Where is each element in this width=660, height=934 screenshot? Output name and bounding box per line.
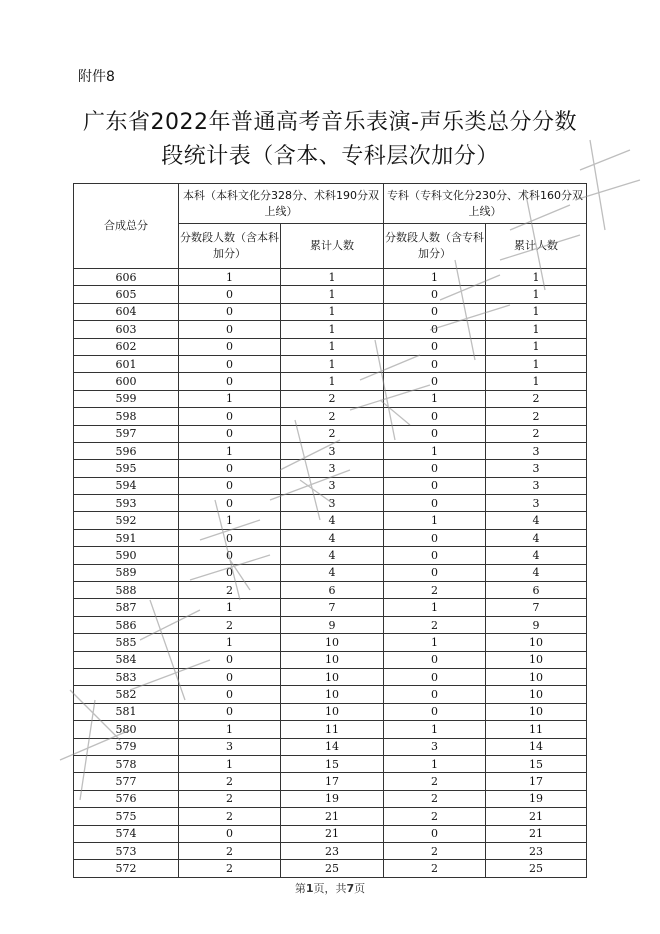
undergrad-segment-cell: 2 [179, 790, 281, 807]
table-row [74, 269, 587, 286]
junior-cumulative-cell: 11 [486, 721, 587, 738]
undergrad-cumulative-cell: 19 [281, 790, 384, 807]
score-column-header: 合成总分 [74, 184, 179, 269]
score-cell: 578 [74, 755, 179, 772]
score-cell: 584 [74, 651, 179, 668]
attachment-label: 附件8 [78, 69, 115, 85]
junior-cumulative-cell: 3 [486, 460, 587, 477]
junior-segment-cell: 0 [384, 338, 486, 355]
undergrad-segment-header: 分数段人数（含本科加分） [179, 224, 281, 269]
junior-segment-cell: 0 [384, 686, 486, 703]
score-cell: 587 [74, 599, 179, 616]
footer-prefix: 第 [294, 882, 306, 895]
undergrad-segment-cell: 0 [179, 477, 281, 494]
score-cell: 605 [74, 286, 179, 303]
score-cell: 591 [74, 529, 179, 546]
undergrad-segment-cell: 0 [179, 286, 281, 303]
score-cell: 577 [74, 773, 179, 790]
undergrad-cumulative-cell: 10 [281, 703, 384, 720]
junior-cumulative-cell: 14 [486, 738, 587, 755]
undergrad-segment-cell: 1 [179, 755, 281, 772]
table-row [74, 616, 587, 633]
undergrad-cumulative-cell: 7 [281, 599, 384, 616]
junior-segment-header: 分数段人数（含专科加分） [384, 224, 486, 269]
score-cell: 589 [74, 564, 179, 581]
undergrad-segment-cell: 0 [179, 547, 281, 564]
undergrad-segment-cell: 1 [179, 390, 281, 407]
table-row [74, 529, 587, 546]
undergrad-segment-cell: 2 [179, 842, 281, 859]
undergrad-segment-cell: 0 [179, 425, 281, 442]
undergrad-cumulative-cell: 1 [281, 269, 384, 286]
table-row [74, 477, 587, 494]
junior-segment-cell: 1 [384, 599, 486, 616]
junior-segment-cell: 2 [384, 790, 486, 807]
junior-segment-cell: 1 [384, 269, 486, 286]
page-footer [0, 880, 660, 896]
undergrad-segment-cell: 2 [179, 582, 281, 599]
junior-cumulative-cell: 2 [486, 425, 587, 442]
junior-segment-cell: 0 [384, 460, 486, 477]
junior-cumulative-cell: 1 [486, 303, 587, 320]
undergrad-segment-cell: 0 [179, 668, 281, 685]
junior-cumulative-cell: 3 [486, 477, 587, 494]
undergrad-segment-cell: 1 [179, 599, 281, 616]
table-row [74, 373, 587, 390]
score-cell: 573 [74, 842, 179, 859]
junior-segment-cell: 2 [384, 860, 486, 877]
table-row [74, 442, 587, 459]
junior-cumulative-cell: 2 [486, 390, 587, 407]
undergrad-segment-cell: 1 [179, 721, 281, 738]
table-row [74, 790, 587, 807]
junior-segment-cell: 0 [384, 651, 486, 668]
junior-segment-cell: 0 [384, 373, 486, 390]
undergrad-segment-cell: 0 [179, 686, 281, 703]
junior-segment-cell: 0 [384, 286, 486, 303]
score-cell: 593 [74, 495, 179, 512]
undergrad-cumulative-cell: 4 [281, 564, 384, 581]
junior-cumulative-cell: 15 [486, 755, 587, 772]
undergrad-segment-cell: 0 [179, 703, 281, 720]
undergrad-segment-cell: 2 [179, 808, 281, 825]
undergrad-cumulative-cell: 4 [281, 512, 384, 529]
undergrad-cumulative-cell: 2 [281, 425, 384, 442]
footer-total-pages: 7 [346, 882, 355, 895]
undergrad-cumulative-cell: 10 [281, 634, 384, 651]
junior-cumulative-cell: 4 [486, 564, 587, 581]
score-cell: 583 [74, 668, 179, 685]
junior-segment-cell: 0 [384, 825, 486, 842]
undergrad-segment-cell: 0 [179, 651, 281, 668]
undergrad-cumulative-cell: 3 [281, 442, 384, 459]
undergrad-segment-cell: 0 [179, 408, 281, 425]
undergrad-cumulative-cell: 15 [281, 755, 384, 772]
score-cell: 575 [74, 808, 179, 825]
undergrad-segment-cell: 0 [179, 303, 281, 320]
score-cell: 581 [74, 703, 179, 720]
undergrad-cumulative-cell: 10 [281, 668, 384, 685]
undergrad-segment-cell: 1 [179, 269, 281, 286]
undergrad-cumulative-cell: 3 [281, 477, 384, 494]
table-row [74, 286, 587, 303]
junior-segment-cell: 0 [384, 408, 486, 425]
junior-cumulative-header: 累计人数 [486, 224, 587, 269]
junior-segment-cell: 1 [384, 721, 486, 738]
footer-middle: 页，共 [313, 882, 347, 895]
junior-cumulative-cell: 10 [486, 686, 587, 703]
junior-cumulative-cell: 1 [486, 286, 587, 303]
undergrad-cumulative-cell: 10 [281, 686, 384, 703]
table-row [74, 303, 587, 320]
junior-cumulative-cell: 1 [486, 355, 587, 372]
table-row [74, 842, 587, 859]
table-row [74, 651, 587, 668]
undergrad-segment-cell: 0 [179, 338, 281, 355]
title-line-2: 段统计表（含本、专科层次加分） [161, 144, 499, 169]
score-cell: 572 [74, 860, 179, 877]
undergrad-cumulative-cell: 3 [281, 460, 384, 477]
table-row [74, 634, 587, 651]
junior-cumulative-cell: 1 [486, 269, 587, 286]
junior-segment-cell: 0 [384, 564, 486, 581]
junior-cumulative-cell: 23 [486, 842, 587, 859]
junior-segment-cell: 0 [384, 355, 486, 372]
undergrad-segment-cell: 0 [179, 564, 281, 581]
junior-segment-cell: 0 [384, 495, 486, 512]
score-cell: 603 [74, 321, 179, 338]
undergrad-cumulative-cell: 21 [281, 825, 384, 842]
table-row [74, 495, 587, 512]
undergrad-cumulative-cell: 17 [281, 773, 384, 790]
table-row [74, 425, 587, 442]
undergrad-cumulative-cell: 11 [281, 721, 384, 738]
table-row [74, 755, 587, 772]
junior-segment-cell: 1 [384, 634, 486, 651]
score-cell: 585 [74, 634, 179, 651]
table-row [74, 547, 587, 564]
table-row [74, 408, 587, 425]
junior-segment-cell: 0 [384, 703, 486, 720]
table-row [74, 599, 587, 616]
undergrad-segment-cell: 1 [179, 512, 281, 529]
table-row [74, 321, 587, 338]
undergrad-cumulative-cell: 14 [281, 738, 384, 755]
score-cell: 574 [74, 825, 179, 842]
score-cell: 598 [74, 408, 179, 425]
undergrad-cumulative-cell: 25 [281, 860, 384, 877]
undergrad-segment-cell: 0 [179, 825, 281, 842]
junior-segment-cell: 0 [384, 321, 486, 338]
table-row [74, 825, 587, 842]
junior-segment-cell: 0 [384, 529, 486, 546]
junior-segment-cell: 3 [384, 738, 486, 755]
score-cell: 602 [74, 338, 179, 355]
junior-cumulative-cell: 21 [486, 825, 587, 842]
junior-cumulative-cell: 4 [486, 529, 587, 546]
table-row [74, 512, 587, 529]
junior-cumulative-cell: 10 [486, 703, 587, 720]
junior-segment-cell: 2 [384, 808, 486, 825]
junior-cumulative-cell: 17 [486, 773, 587, 790]
undergrad-segment-cell: 3 [179, 738, 281, 755]
table-row [74, 668, 587, 685]
junior-cumulative-cell: 10 [486, 668, 587, 685]
page-title [60, 106, 600, 174]
undergrad-segment-cell: 1 [179, 442, 281, 459]
table-row [74, 338, 587, 355]
undergrad-cumulative-cell: 1 [281, 303, 384, 320]
junior-cumulative-cell: 6 [486, 582, 587, 599]
undergrad-cumulative-cell: 2 [281, 408, 384, 425]
score-cell: 595 [74, 460, 179, 477]
undergrad-segment-cell: 1 [179, 634, 281, 651]
junior-segment-cell: 0 [384, 425, 486, 442]
undergrad-cumulative-header: 累计人数 [281, 224, 384, 269]
score-cell: 586 [74, 616, 179, 633]
junior-cumulative-cell: 1 [486, 373, 587, 390]
table-row [74, 390, 587, 407]
score-cell: 604 [74, 303, 179, 320]
junior-cumulative-cell: 7 [486, 599, 587, 616]
undergrad-segment-cell: 0 [179, 460, 281, 477]
undergrad-group-header: 本科（本科文化分328分、术科190分双上线） [179, 184, 384, 224]
undergrad-cumulative-cell: 10 [281, 651, 384, 668]
undergrad-cumulative-cell: 1 [281, 338, 384, 355]
junior-segment-cell: 2 [384, 773, 486, 790]
table-row [74, 582, 587, 599]
undergrad-segment-cell: 2 [179, 773, 281, 790]
score-cell: 601 [74, 355, 179, 372]
score-cell: 594 [74, 477, 179, 494]
undergrad-cumulative-cell: 2 [281, 390, 384, 407]
undergrad-cumulative-cell: 21 [281, 808, 384, 825]
score-cell: 597 [74, 425, 179, 442]
junior-segment-cell: 1 [384, 512, 486, 529]
undergrad-cumulative-cell: 6 [281, 582, 384, 599]
undergrad-cumulative-cell: 3 [281, 495, 384, 512]
table-row [74, 773, 587, 790]
score-cell: 576 [74, 790, 179, 807]
junior-segment-cell: 1 [384, 390, 486, 407]
score-cell: 596 [74, 442, 179, 459]
table-row [74, 686, 587, 703]
junior-segment-cell: 1 [384, 442, 486, 459]
undergrad-cumulative-cell: 4 [281, 547, 384, 564]
undergrad-segment-cell: 0 [179, 355, 281, 372]
junior-cumulative-cell: 21 [486, 808, 587, 825]
undergrad-segment-cell: 2 [179, 616, 281, 633]
score-cell: 588 [74, 582, 179, 599]
table-row [74, 721, 587, 738]
undergrad-cumulative-cell: 9 [281, 616, 384, 633]
undergrad-segment-cell: 0 [179, 529, 281, 546]
score-cell: 582 [74, 686, 179, 703]
undergrad-cumulative-cell: 1 [281, 321, 384, 338]
undergrad-segment-cell: 0 [179, 321, 281, 338]
undergrad-cumulative-cell: 1 [281, 286, 384, 303]
junior-segment-cell: 0 [384, 303, 486, 320]
junior-group-header: 专科（专科文化分230分、术科160分双上线） [384, 184, 587, 224]
table-row [74, 703, 587, 720]
junior-cumulative-cell: 1 [486, 338, 587, 355]
junior-segment-cell: 2 [384, 616, 486, 633]
table-row [74, 738, 587, 755]
junior-segment-cell: 2 [384, 842, 486, 859]
undergrad-cumulative-cell: 23 [281, 842, 384, 859]
junior-cumulative-cell: 3 [486, 442, 587, 459]
title-line-1: 广东省2022年普通高考音乐表演-声乐类总分分数 [83, 110, 577, 135]
footer-page-number: 1 [305, 882, 314, 895]
junior-cumulative-cell: 3 [486, 495, 587, 512]
junior-cumulative-cell: 4 [486, 547, 587, 564]
score-cell: 606 [74, 269, 179, 286]
junior-cumulative-cell: 25 [486, 860, 587, 877]
table-row [74, 860, 587, 877]
footer-suffix: 页 [354, 882, 366, 895]
table-row [74, 564, 587, 581]
score-cell: 580 [74, 721, 179, 738]
undergrad-segment-cell: 0 [179, 495, 281, 512]
junior-cumulative-cell: 2 [486, 408, 587, 425]
junior-segment-cell: 0 [384, 477, 486, 494]
junior-cumulative-cell: 19 [486, 790, 587, 807]
junior-cumulative-cell: 10 [486, 634, 587, 651]
score-cell: 590 [74, 547, 179, 564]
score-cell: 579 [74, 738, 179, 755]
junior-segment-cell: 1 [384, 755, 486, 772]
junior-cumulative-cell: 9 [486, 616, 587, 633]
table-row [74, 460, 587, 477]
score-table [73, 183, 587, 878]
junior-cumulative-cell: 1 [486, 321, 587, 338]
undergrad-cumulative-cell: 1 [281, 373, 384, 390]
junior-segment-cell: 0 [384, 547, 486, 564]
undergrad-cumulative-cell: 1 [281, 355, 384, 372]
score-cell: 592 [74, 512, 179, 529]
score-cell: 600 [74, 373, 179, 390]
junior-segment-cell: 0 [384, 668, 486, 685]
table-row [74, 808, 587, 825]
junior-cumulative-cell: 10 [486, 651, 587, 668]
undergrad-segment-cell: 2 [179, 860, 281, 877]
junior-cumulative-cell: 4 [486, 512, 587, 529]
undergrad-cumulative-cell: 4 [281, 529, 384, 546]
table-row [74, 355, 587, 372]
junior-segment-cell: 2 [384, 582, 486, 599]
undergrad-segment-cell: 0 [179, 373, 281, 390]
score-cell: 599 [74, 390, 179, 407]
